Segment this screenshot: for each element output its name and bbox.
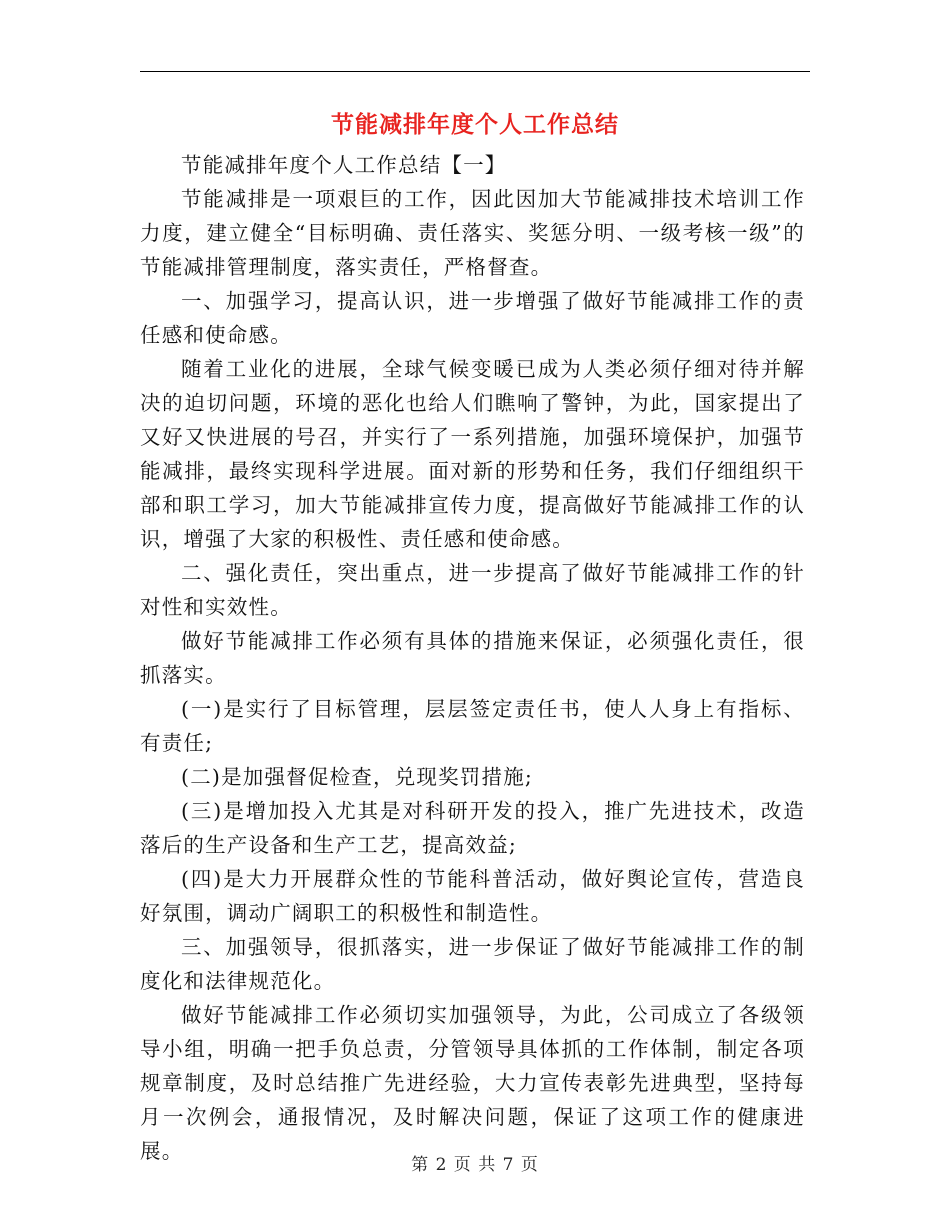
section-heading: 一、加强学习，提高认识，进一步增强了做好节能减排工作的责任感和使命感。: [140, 289, 805, 347]
header-rule: [140, 71, 810, 72]
paragraph: 随着工业化的进展，全球气候变暖已成为人类必须仔细对待并解决的迫切问题，环境的恶化也给人们瞧响了警钟，为此，国家提出了又好又快进展的号召，并实行了一系列措施，加强环境保护，加强节能减排，最终实现科学进展。面对新的形势和任务，我们仔细组织干部和职工学习，加大节能减排宣传力度，提高做好节能减排工作的认识，增强了大家的积极性、责任感和使命感。: [140, 357, 805, 551]
list-item: (四)是大力开展群众性的节能科普活动，做好舆论宣传，营造良好氛围，调动广阔职工的积极性和制造性。: [140, 867, 805, 925]
list-item: (二)是加强督促检查，兑现奖罚措施;: [181, 765, 534, 789]
page-number: 第 2 页 共 7 页: [411, 1155, 539, 1175]
paragraph: 做好节能减排工作必须切实加强领导，为此，公司成立了各级领导小组，明确一把手负总责，分管领导具体抓的工作体制，制定各项规章制度，及时总结推广先进经验，大力宣传表彰先进典型，坚持每月一次例会，通报情况，及时解决问题，保证了这项工作的健康进展。: [140, 1003, 805, 1163]
section-heading: 节能减排年度个人工作总结【一】: [181, 153, 507, 177]
section-heading: 三、加强领导，很抓落实，进一步保证了做好节能减排工作的制度化和法律规范化。: [140, 935, 805, 993]
document-body: [140, 148, 805, 1168]
list-item: (一)是实行了目标管理，层层签定责任书，使人人身上有指标、有责任;: [140, 697, 805, 755]
paragraph: 节能减排是一项艰巨的工作，因此因加大节能减排技术培训工作力度，建立健全“目标明确、责任落实、奖惩分明、一级考核一级”的节能减排管理制度，落实责任，严格督查。: [140, 187, 805, 279]
section-heading: 二、强化责任，突出重点，进一步提高了做好节能减排工作的针对性和实效性。: [140, 561, 805, 619]
document-title: 节能减排年度个人工作总结: [331, 111, 619, 138]
paragraph: 做好节能减排工作必须有具体的措施来保证，必须强化责任，很抓落实。: [140, 629, 805, 687]
list-item: (三)是增加投入尤其是对科研开发的投入，推广先进技术，改造落后的生产设备和生产工艺，提高效益;: [140, 799, 805, 857]
